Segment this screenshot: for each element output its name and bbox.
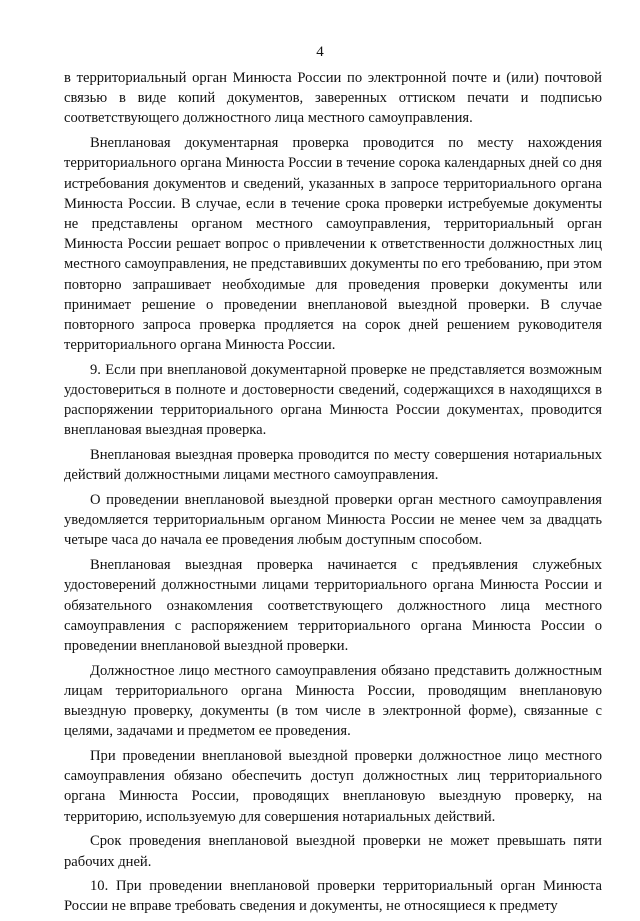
- paragraph-item-10: 10. При проведении внеплановой проверки территориальный орган Минюста России не вправе требовать сведения и документы, не относящиеся к предмету: [64, 878, 602, 915]
- paragraph-onsite-location: Внеплановая выездная проверка проводится по месту совершения нотариальных действий должностными лицами местного самоуправления.: [64, 447, 602, 484]
- paragraph-item-9: 9. Если при внеплановой документарной проверке не представляется возможным удостовериться в полноте и достоверности сведений, содержащихся в находящихся в распоряжении территориального органа Минюста России документах, проводится внеплановая выездная проверка.: [64, 361, 602, 439]
- paragraph-official-duties: Должностное лицо местного самоуправления обязано представить должностным лицам территориального органа Минюста России, проводящим внеплановую выездную проверку, документы (в том числе в электронной форме), связанные с целями, задачами и предметом ее проведения.: [64, 662, 602, 740]
- paragraph-onsite-start: Внеплановая выездная проверка начинается с предъявления служебных удостоверений должностными лицами территориального органа Минюста России и обязательного ознакомления соответствующего должностного лица местного самоуправления с распоряжением территориального органа Минюста России о проведении внеплановой выездной проверки.: [64, 557, 602, 654]
- paragraph-onsite-notification: О проведении внеплановой выездной проверки орган местного самоуправления уведомляется территориальным органом Минюста России не менее чем за двадцать четыре часа до начала ее проведения любым доступным способом.: [64, 492, 602, 549]
- paragraph-access: При проведении внеплановой выездной проверки должностное лицо местного самоуправления обязано обеспечить доступ должностных лиц территориального органа Минюста России, проводящих внеплановую выездную проверку, на территорию, используемую для совершения нотариальных действий.: [64, 748, 602, 825]
- paragraph-documentary-inspection: Внеплановая документарная проверка проводится по месту нахождения территориального органа Минюста России в течение сорока календарных дней со дня истребования документов и сведений, указанных в запросе территориального органа Минюста России. В случае, если в течение срока проверки истребуемые документы не представлены органом местного самоуправления, территориальный орган Минюста России решает вопрос о привлечении к ответственности должностных лиц местного самоуправления, не представивших документы по его требованию, при этом повторно запрашивает необходимые для проведения проверки документы или принимает решение о проведении внеплановой выездной проверки. В случае повторного запроса проверка продляется на сорок дней решением руководителя территориального органа Минюста России.: [64, 135, 602, 354]
- paragraph-continuation: в территориальный орган Минюста России по электронной почте и (или) почтовой связью в виде копий документов, заверенных оттиском печати и подписью соответствующего должностного лица местного самоуправления.: [64, 70, 602, 127]
- page-number: 4: [316, 44, 324, 60]
- paragraph-term: Срок проведения внеплановой выездной проверки не может превышать пяти рабочих дней.: [64, 833, 602, 870]
- document-body: [64, 68, 602, 921]
